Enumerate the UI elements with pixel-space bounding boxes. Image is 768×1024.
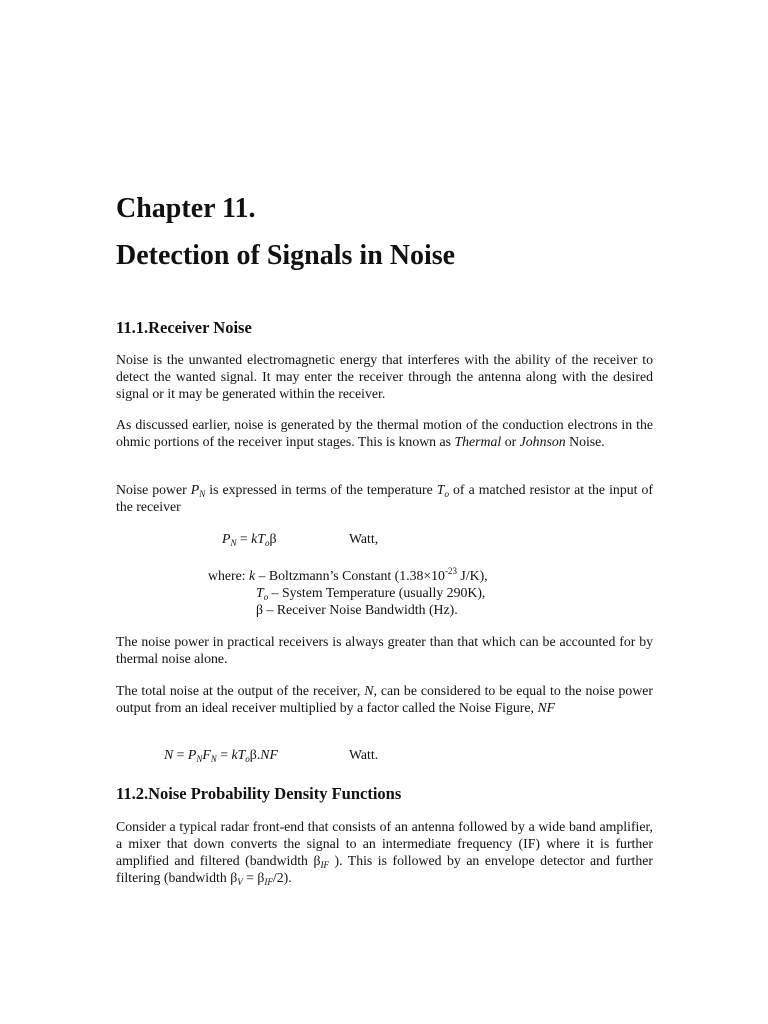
where-bandwidth: β – Receiver Noise Bandwidth (Hz).: [256, 602, 458, 617]
section-heading-noise-pdf: 11.2.Noise Probability Density Functions: [116, 784, 402, 803]
equation-noise-power-unit: Watt,: [349, 531, 379, 546]
equation-total-noise-unit: Watt.: [349, 747, 379, 762]
paragraph-thermal-noise: As discussed earlier, noise is generated by the thermal motion of the conduction electrons in the ohmic portions of the receiver input stages. This is known as Thermal or Johnson Noise.: [116, 417, 653, 449]
where-boltzmann: where: k – Boltzmann’s Constant ($1.38\times 10^{-23}$ J/K),: [208, 566, 488, 583]
section-heading-receiver-noise: 11.1.Receiver Noise: [116, 318, 252, 337]
chapter-title: Detection of Signals in Noise: [116, 240, 456, 271]
paragraph-noise-power: Noise power $P_N$ is expressed in terms of the temperature $T_o$ of a matched resistor at the input of the receiver: [116, 482, 653, 514]
paragraph-total-noise: The total noise at the output of the receiver, N, can be considered to be equal to the noise power output from an ideal receiver multiplied by a factor called the Noise Figure, NF: [116, 683, 654, 715]
equation-noise-power: $P_N = kT_o\beta$: [222, 531, 277, 548]
paragraph-practical-receivers: The noise power in practical receivers is always greater than that which can be accounted for by thermal noise alone.: [116, 634, 653, 666]
where-system-temperature: $T_o$ – System Temperature (usually 290K),: [256, 585, 486, 602]
equation-total-noise: $N = P_NF_N = kT_o\beta.NF$: [164, 747, 278, 764]
chapter-number-title: Chapter 11.: [116, 193, 256, 224]
paragraph-noise-definition: Noise is the unwanted electromagnetic energy that interferes with the ability of the receiver to detect the wanted signal. It may enter the receiver through the antenna along with the desired signal or it may be generated within the receiver.: [116, 352, 653, 401]
paragraph-radar-front-end: Consider a typical radar front-end that consists of an antenna followed by a wide band amplifier, a mixer that down converts the signal to an intermediate frequency (IF) where it is further amplified and filtered (bandwidth $\beta_{IF}$ ). This is followed by an envelope detector and further filtering (bandwidth $\beta_V = \beta_{IF}/2$).: [116, 819, 653, 887]
